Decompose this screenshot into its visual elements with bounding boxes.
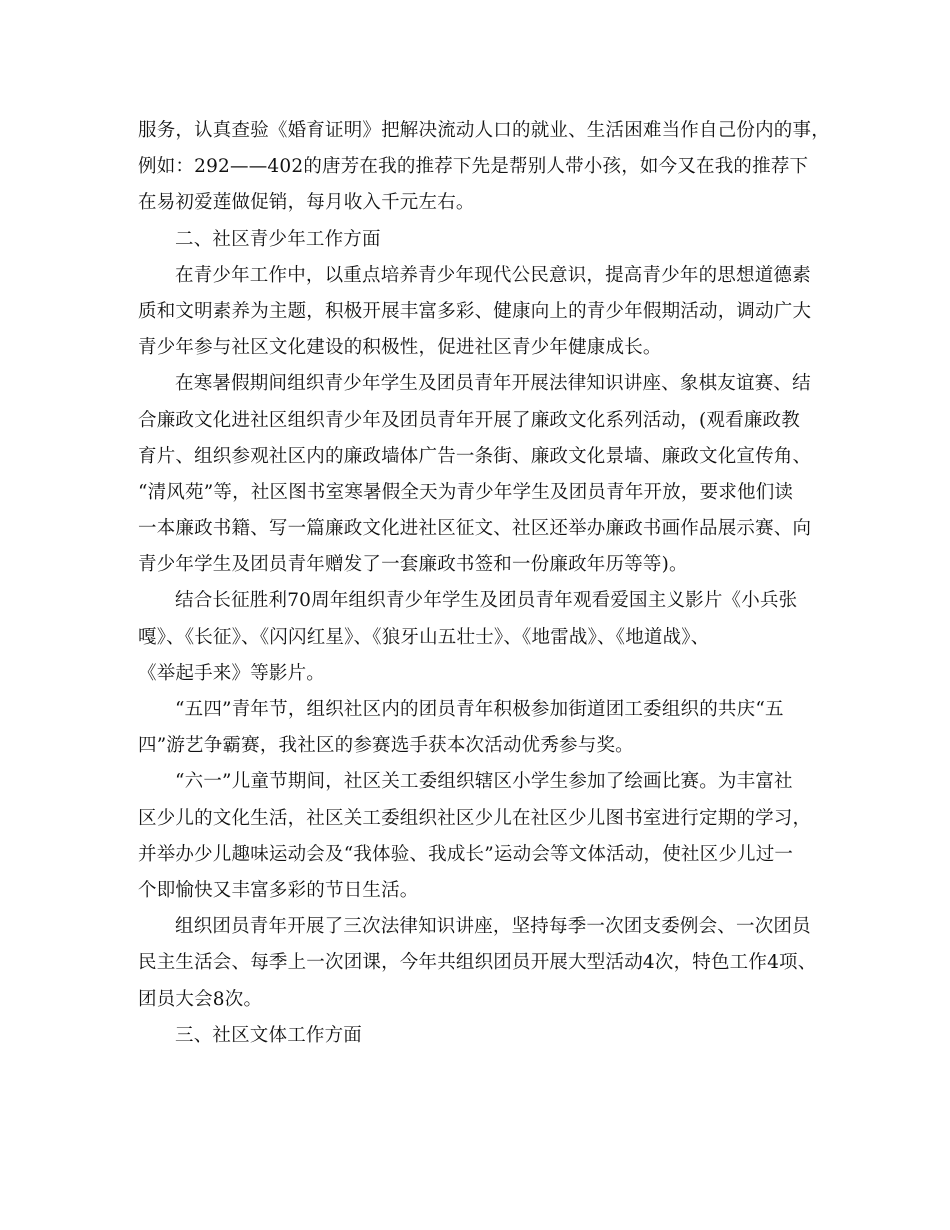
text-line: 《举起手来》等影片。: [138, 662, 326, 684]
text-line: 例如：292——402的唐芳在我的推荐下先是帮别人带小孩，如今又在我的推荐下: [138, 156, 809, 178]
text-line: 四”游艺争霸赛，我社区的参赛选手获本次活动优秀参与奖。: [138, 735, 634, 757]
text-line: 在易初爱莲做促销，每月收入千元左右。: [138, 192, 475, 214]
document-body: [138, 113, 838, 1054]
text-line: 质和文明素养为主题，积极开展丰富多彩、健康向上的青少年假期活动，调动广大: [138, 300, 812, 322]
text-line: 育片、组织参观社区内的廉政墙体广告一条街、廉政文化景墙、廉政文化宣传角、: [138, 445, 812, 467]
text-line: 青少年学生及团员青年赠发了一套廉政书签和一份廉政年历等等)。: [138, 554, 688, 576]
text-line: “清风苑”等，社区图书室寒暑假全天为青少年学生及团员青年开放，要求他们读: [138, 481, 794, 503]
text-line: “五四”青年节，组织社区内的团员青年积极参加街道团工委组织的共庆“五: [175, 699, 784, 720]
text-line: 服务，认真查验《婚育证明》把解决流动人口的就业、生活困难当作自己份内的事，: [138, 120, 830, 141]
text-line: 合廉政文化进社区组织青少年及团员青年开展了廉政文化系列活动，(观看廉政教: [138, 409, 800, 431]
section-heading: 三、社区文体工作方面: [175, 1024, 363, 1046]
text-line: 结合长征胜利70周年组织青少年学生及团员青年观看爱国主义影片《小兵张: [175, 590, 798, 612]
text-line: 个即愉快又丰富多彩的节日生活。: [138, 879, 419, 901]
text-line: “六一”儿童节期间，社区关工委组织辖区小学生参加了绘画比赛。为丰富社: [175, 771, 793, 793]
text-line: 区少儿的文化生活，社区关工委组织社区少儿在社区少儿图书室进行定期的学习，: [138, 807, 812, 829]
text-line: 组织团员青年开展了三次法律知识讲座，坚持每季一次团支委例会、一次团员: [175, 916, 811, 938]
text-line: 在青少年工作中，以重点培养青少年现代公民意识，提高青少年的思想道德素: [175, 264, 811, 286]
text-line: 一本廉政书籍、写一篇廉政文化进社区征文、社区还举办廉政书画作品展示赛、向: [138, 518, 812, 540]
text-line: 在寒暑假期间组织青少年学生及团员青年开展法律知识讲座、象棋友谊赛、结: [175, 373, 811, 395]
text-line: 民主生活会、每季上一次团课，今年共组织团员开展大型活动4次，特色工作4项、: [138, 952, 817, 974]
section-heading: 二、社区青少年工作方面: [175, 228, 381, 250]
text-line: 嘎》、《长征》、《闪闪红星》、《狼牙山五壮士》、《地雷战》、《地道战》、: [138, 626, 710, 648]
text-line: 青少年参与社区文化建设的积极性，促进社区青少年健康成长。: [138, 337, 662, 359]
text-line: 并举办少儿趣味运动会及“我体验、我成长”运动会等文体活动，使社区少儿过一: [138, 843, 794, 865]
text-line: 团员大会8次。: [138, 988, 263, 1010]
